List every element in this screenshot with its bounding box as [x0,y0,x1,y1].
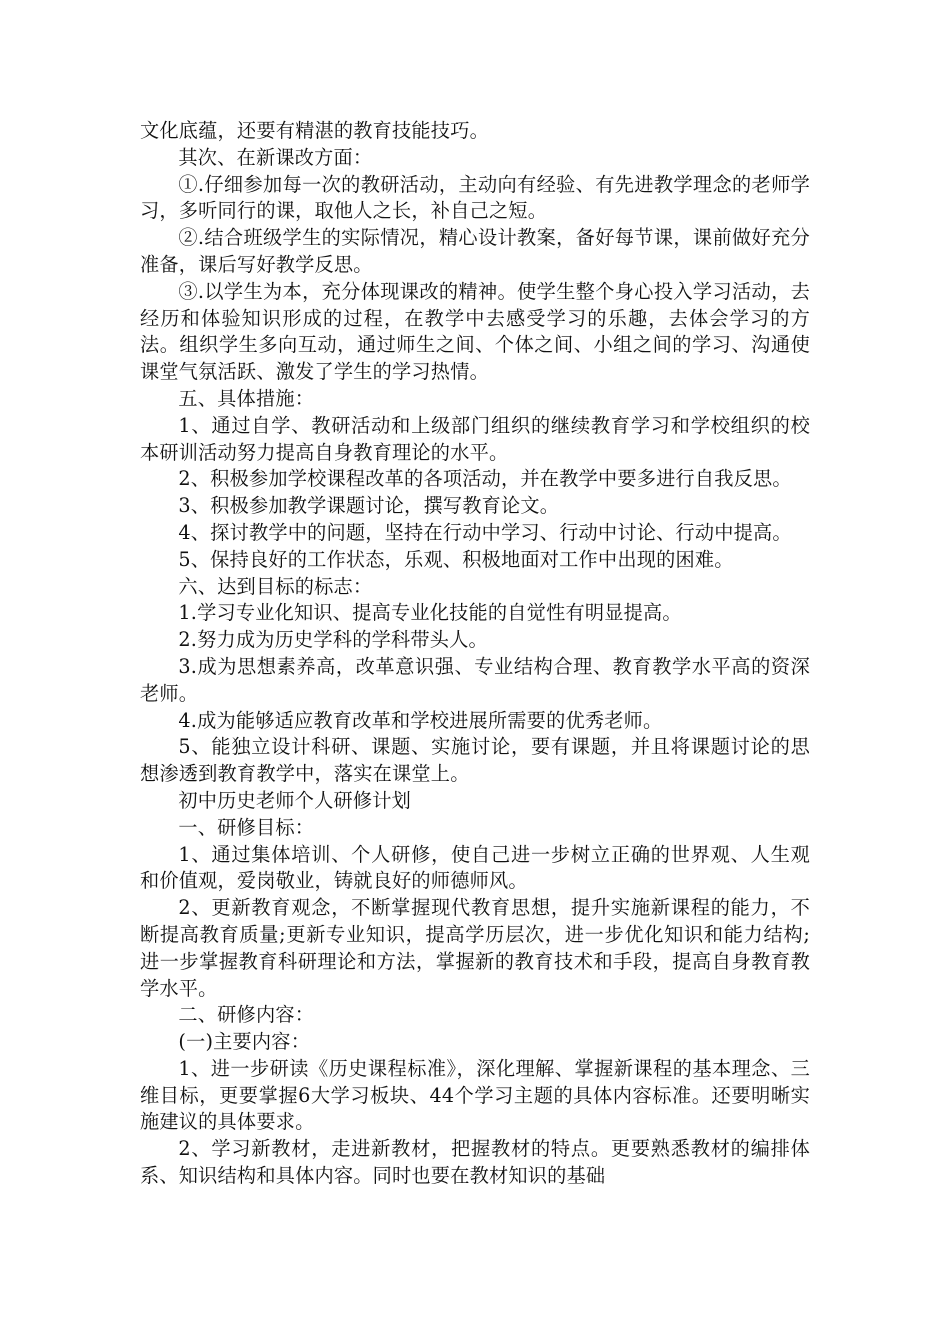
paragraph: 5、能独立设计科研、课题、实施讨论，要有课题，并且将课题讨论的思想渗透到教育教学中，落实在课堂上。 [140,735,810,786]
paragraph: 2、学习新教材，走进新教材，把握教材的特点。更要熟悉教材的编排体系、知识结构和具体内容。同时也要在教材知识的基础 [140,1137,810,1188]
paragraph: 初中历史老师个人研修计划 [178,788,412,812]
paragraph: 五、具体措施： [178,386,315,410]
paragraph: 2.努力成为历史学科的学科带头人。 [178,628,488,652]
paragraph: 3.成为思想素养高，改革意识强、专业结构合理、教育教学水平高的资深老师。 [140,654,810,705]
paragraph: (一)主要内容： [178,1030,311,1054]
paragraph: 3、积极参加教学课题讨论，撰写教育论文。 [178,494,560,518]
paragraph: 其次、在新课改方面： [178,145,373,169]
paragraph: 1.学习专业化知识、提高专业化技能的自觉性有明显提高。 [178,601,682,625]
paragraph: ②.结合班级学生的实际情况，精心设计教案，备好每节课，课前做好充分准备，课后写好教学反思。 [140,226,810,276]
paragraph: 六、达到目标的标志： [178,574,373,598]
paragraph: 二、研修内容： [178,1003,315,1027]
paragraph: 4、探讨教学中的问题，坚持在行动中学习、行动中讨论、行动中提高。 [178,520,792,544]
paragraph: 一、研修目标： [178,815,315,839]
paragraph: 文化底蕴，还要有精湛的教育技能技巧。 [140,119,489,142]
paragraph: 2、积极参加学校课程改革的各项活动，并在教学中要多进行自我反思。 [178,467,792,491]
paragraph: 2、更新教育观念，不断掌握现代教育思想，提升实施新课程的能力，不断提高教育质量;更新专业知识，提高学历层次，进一步优化知识和能力结构;进一步掌握教育科研理论和方法，掌握新的教育技术和手段，提高自身教育教学水平。 [140,896,810,1000]
paragraph: ①.仔细参加每一次的教研活动，主动向有经验、有先进教学理念的老师学习，多听同行的课，取他人之长，补自己之短。 [140,172,810,223]
paragraph: 1、通过自学、教研活动和上级部门组织的继续教育学习和学校组织的校本研训活动努力提高自身教育理论的水平。 [140,413,810,464]
paragraph: 1、通过集体培训、个人研修，使自己进一步树立正确的世界观、人生观和价值观，爱岗敬业，铸就良好的师德师风。 [140,842,810,893]
paragraph: 1、进一步研读《历史课程标准》，深化理解、掌握新课程的基本理念、三维目标，更要掌握6大学习板块、44个学习主题的具体内容标准。还要明晰实施建议的具体要求。 [140,1056,810,1134]
paragraph: ③.以学生为本，充分体现课改的精神。使学生整个身心投入学习活动，去经历和体验知识形成的过程，在教学中去感受学习的乐趣，去体会学习的方法。组织学生多向互动，通过师生之间、个体之间、小组之间的学习、沟通使课堂气氛活跃、激发了学生的学习热情。 [140,279,810,384]
paragraph: 4.成为能够适应教育改革和学校进展所需要的优秀老师。 [178,708,663,732]
document-body [140,118,810,1190]
paragraph: 5、保持良好的工作状态，乐观、积极地面对工作中出现的困难。 [178,547,734,571]
